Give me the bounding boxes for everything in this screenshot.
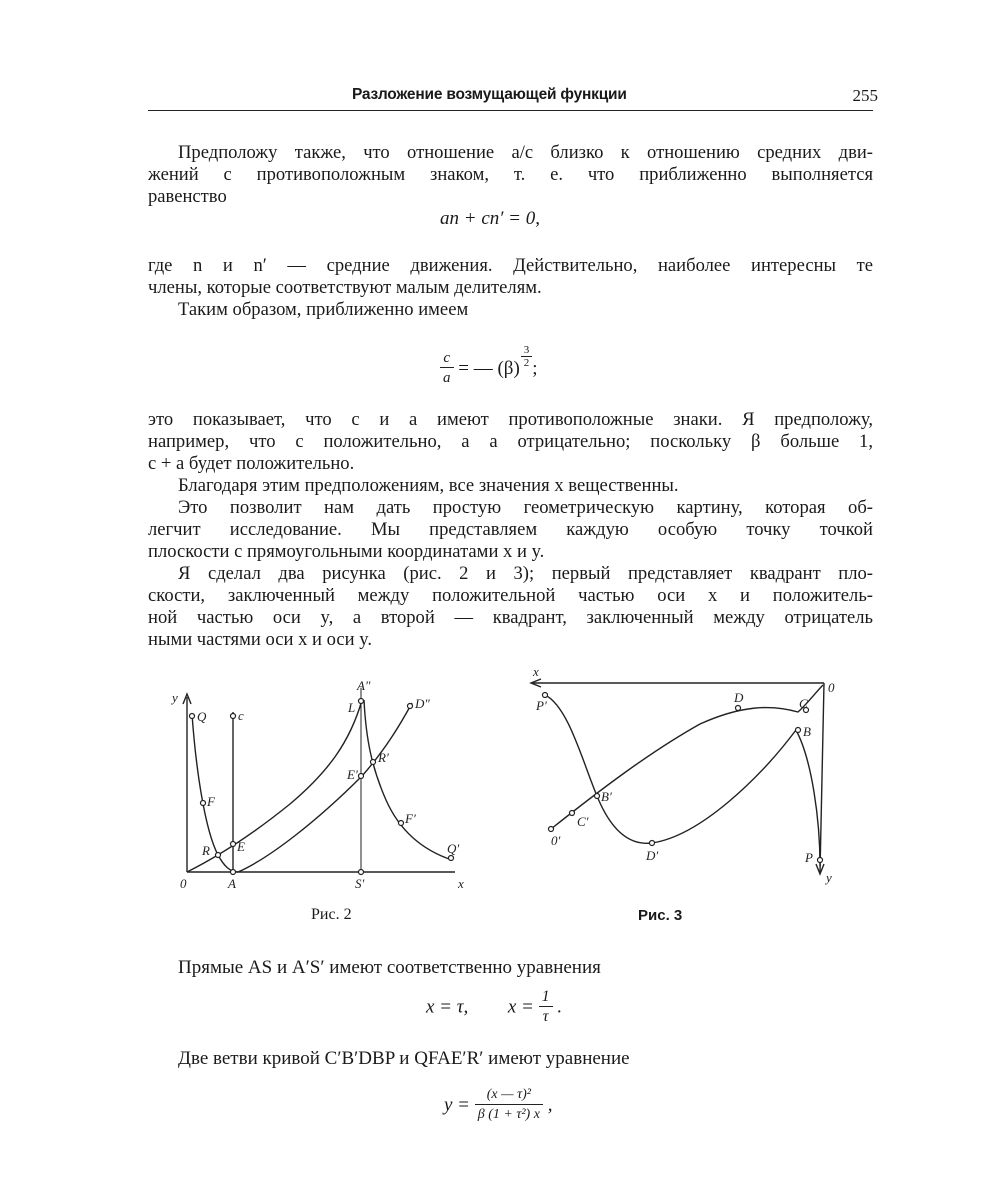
eq2-denominator: a [443, 370, 451, 387]
eq2-exp-den: 2 [523, 357, 530, 369]
fig2-point-S1 [359, 870, 364, 875]
equation-2 [440, 344, 538, 388]
fig2-label-c: c [238, 708, 244, 723]
fig2-point-E [231, 842, 236, 847]
eq4-lhs: y = [444, 1094, 471, 1116]
fig2-label-O: 0 [180, 876, 187, 891]
eq2-rhs: = — (β) [458, 357, 520, 379]
eq3-tail: . [557, 996, 563, 1018]
fig3-point-C1 [570, 811, 575, 816]
fig2-curve-QFRA [192, 714, 238, 872]
fig2-label-Q: Q [197, 709, 207, 724]
fig2-label-F1: F′ [405, 811, 416, 826]
equation-4 [444, 1086, 552, 1125]
fig3-y-axis [820, 683, 824, 872]
fig2-label-S1: S′ [355, 876, 365, 891]
fig3-label-P1: P′ [536, 698, 547, 713]
page-number: 255 [852, 86, 878, 105]
eq4-denominator: β (1 + τ²) x [477, 1107, 540, 1122]
fig2-point-R [216, 853, 221, 858]
running-header-title: Разложение возмущающей функции [352, 86, 627, 103]
fig2-point-R1 [371, 760, 376, 765]
text-line: жений с противоположным знаком, т. е. что приближенно выполняется [148, 164, 873, 185]
fig2-point-Q [190, 714, 195, 719]
fig2-curve-AER-D2 [238, 703, 412, 872]
fig2-label-R: R [202, 843, 210, 858]
fig3-label-B: B [803, 724, 811, 739]
fig3-label-D: D [734, 690, 744, 705]
eq2-numerator: c [440, 349, 454, 368]
eq3-denominator: τ [542, 1008, 549, 1025]
fig3-label-C: C [799, 696, 808, 711]
text-line: члены, которые соответствуют малым делителям. [148, 277, 542, 298]
eq4-numerator: (x — τ)² [475, 1086, 543, 1105]
fig2-point-E1 [359, 774, 364, 779]
fig2-point-Q1 [449, 856, 454, 861]
text-line: Предположу также, что отношение a/c близко к отношению средних дви- [178, 142, 873, 163]
eq2-tail: ; [532, 357, 538, 379]
text-line: легчит исследование. Мы представляем каждую особую точку точкой [148, 519, 873, 540]
fig2-point-F1 [399, 821, 404, 826]
fig3-label-O1: 0′ [551, 833, 561, 848]
fig3-label-B1: B′ [601, 789, 612, 804]
figure-3-caption: Рис. 3 [638, 907, 683, 924]
text-line: Я сделал два рисунка (рис. 2 и 3); первый представляет квадрант пло- [178, 563, 873, 584]
eq3-left: x = τ, [426, 996, 469, 1018]
fig2-point-A [231, 870, 236, 875]
text-line: это показывает, что c и a имеют противоположные знаки. Я предположу, [148, 409, 873, 430]
fig2-label-E1: E′ [347, 767, 358, 782]
fig3-curve-OCBDC [551, 685, 823, 829]
header-rule [148, 110, 873, 111]
fig3-label-C1: C′ [577, 814, 589, 829]
text-line: Две ветви кривой C′B′DBP и QFAE′R′ имеют уравнение [178, 1048, 630, 1069]
fig2-point-A2 [359, 699, 364, 704]
fig3-point-O1 [549, 827, 554, 832]
fig3-label-D1: D′ [646, 848, 659, 863]
fig2-label-A2: A″ [357, 678, 371, 693]
fig3-label-y: y [826, 870, 832, 885]
eq3-right-lhs: x = [507, 996, 534, 1018]
text-line: Благодаря этим предположениям, все значения x вещественны. [178, 475, 679, 496]
fig3-point-D [736, 706, 741, 711]
fig3-label-P: P [805, 850, 813, 865]
fig2-label-A: A [228, 876, 236, 891]
text-line: плоскости с прямоугольными координатами x и y. [148, 541, 545, 562]
fig2-point-c [231, 714, 236, 719]
fig3-point-P [818, 858, 823, 863]
fig2-label-Q1: Q′ [447, 841, 460, 856]
text-line: c + a будет положительно. [148, 453, 355, 474]
text-line: Это позволит нам дать простую геометрическую картину, которая об- [178, 497, 873, 518]
text-line: например, что c положительно, а a отрицательно; поскольку β больше 1, [148, 431, 873, 452]
fig2-curve-A2RFQ [364, 700, 452, 860]
text-line: Таким образом, приближенно имеем [178, 299, 469, 320]
figures-svg [0, 660, 997, 920]
fig2-point-F [201, 801, 206, 806]
fig2-point-D2 [408, 704, 413, 709]
eq3-numerator: 1 [539, 988, 553, 1007]
fig3-point-B [796, 728, 801, 733]
eq2-exp-num: 3 [521, 344, 533, 357]
fig2-label-E: E [237, 839, 245, 854]
fig2-label-D2: D″ [415, 696, 430, 711]
text-line: Прямые AS и A′S′ имеют соответственно уравнения [178, 957, 601, 978]
fig2-label-F: F [207, 794, 215, 809]
text-line: ной частью оси y, а второй — квадрант, заключенный между отрицатель [148, 607, 873, 628]
equation-3 [426, 988, 562, 1027]
fig2-label-y: y [172, 690, 178, 705]
fig3-label-O: 0 [828, 680, 835, 695]
fig2-curve-REL [187, 700, 362, 872]
figure-2-caption: Рис. 2 [311, 906, 352, 923]
fig2-label-R1: R′ [378, 750, 389, 765]
fig3-point-D1 [650, 841, 655, 846]
text-line: скости, заключенный между положительной частью оси x и положитель- [148, 585, 873, 606]
fig3-label-x: x [533, 664, 539, 679]
fig3-point-B1 [595, 794, 600, 799]
text-line: равенство [148, 186, 227, 207]
eq4-tail: , [547, 1094, 553, 1116]
equation-1: an + cn′ = 0, [440, 208, 540, 229]
fig2-label-x: x [458, 876, 464, 891]
fig3-curve-PBDBP [545, 695, 820, 866]
fig3-point-P1 [543, 693, 548, 698]
text-line: ными частями оси x и оси y. [148, 629, 372, 650]
text-line: где n и n′ — средние движения. Действительно, наиболее интересны те [148, 255, 873, 276]
fig2-label-L: L [348, 700, 356, 715]
